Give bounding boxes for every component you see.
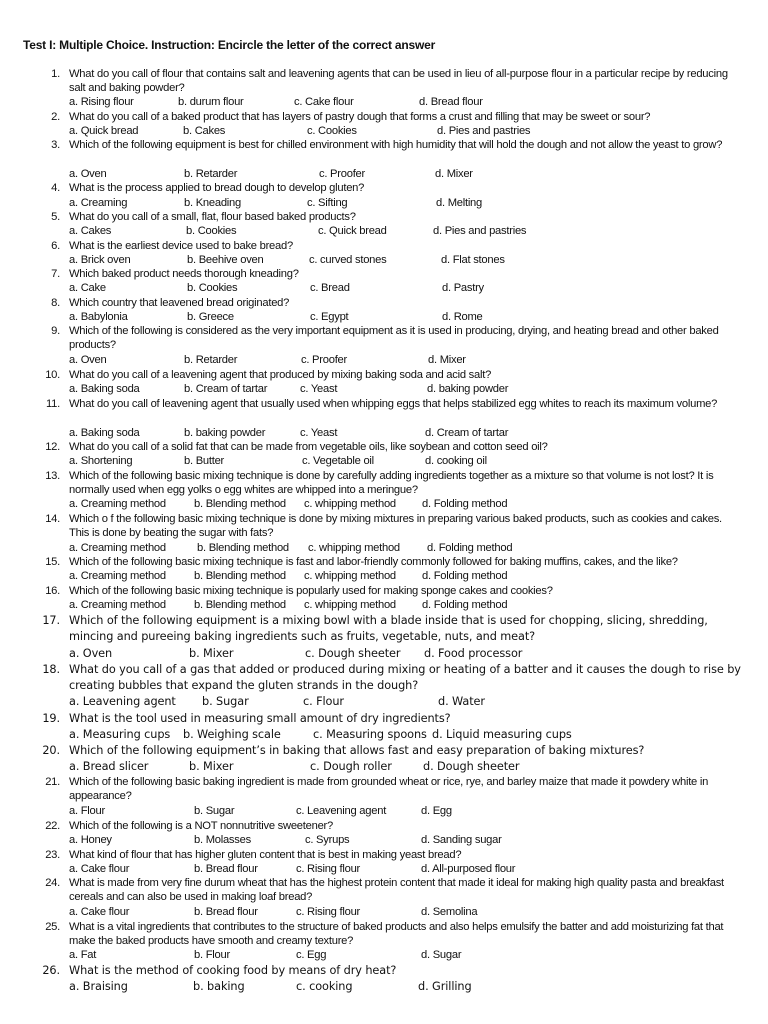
question-text: What do you call of a baked product that has layers of pastry dough that forms a crust and filling that may be sweet or sour? <box>69 111 651 123</box>
option-c[interactable]: c. Flour <box>303 695 344 708</box>
question-text: What do you call of a small, flat, flour based baked products? <box>69 211 356 223</box>
option-a[interactable]: a. Creaming method <box>69 542 166 554</box>
question-text: Which of the following equipment’s in baking that allows fast and easy preparation of baking mixtures? <box>69 744 645 757</box>
option-b[interactable]: b. baking <box>193 980 245 993</box>
option-a[interactable]: a. Oven <box>69 168 107 180</box>
option-a[interactable]: a. Honey <box>69 834 112 846</box>
question-text: What is a vital ingredients that contributes to the structure of baked products and also helps emulsify the batter and add moisturizing fat that make the baked products have smooth and creamy texture? <box>69 921 724 948</box>
question-number: 15. <box>45 556 60 568</box>
option-d[interactable]: d. Pies and pastries <box>433 225 527 237</box>
option-a[interactable]: a. Quick bread <box>69 125 139 137</box>
option-d[interactable]: d. Liquid measuring cups <box>432 728 572 741</box>
option-c[interactable]: c. Cookies <box>307 125 357 137</box>
option-b[interactable]: b. Blending method <box>194 498 286 510</box>
option-a[interactable]: a. Cake flour <box>69 863 130 875</box>
option-a[interactable]: a. Braising <box>69 980 128 993</box>
option-c[interactable]: c. whipping method <box>304 498 396 510</box>
option-b[interactable]: b. Cookies <box>186 225 237 237</box>
option-c[interactable]: c. Proofer <box>319 168 365 180</box>
option-c[interactable]: c. whipping method <box>304 570 396 582</box>
option-c[interactable]: c. Quick bread <box>318 225 387 237</box>
question-number: 14. <box>45 513 60 525</box>
option-d[interactable]: d. Grilling <box>418 980 472 993</box>
option-c[interactable]: c. curved stones <box>309 254 387 266</box>
option-a[interactable]: a. Rising flour <box>69 96 134 108</box>
question-number: 16. <box>45 585 60 597</box>
question-number: 8. <box>51 297 60 309</box>
option-d[interactable]: d. Mixer <box>428 354 466 366</box>
question-text: What is the process applied to bread dough to develop gluten? <box>69 182 365 194</box>
question-text: What do you call of a gas that added or produced during mixing or heating of a batter and it causes the dough to rise by creating bubbles that expand the gluten strands in the dough? <box>69 663 741 693</box>
question-text: What do you call of a solid fat that can be made from vegetable oils, like soybean and cotton seed oil? <box>69 441 548 453</box>
option-b[interactable]: b. Bread flour <box>194 863 258 875</box>
question-number: 22. <box>45 820 60 832</box>
question-text: What do you call of a leavening agent that produced by mixing baking soda and acid salt? <box>69 369 492 381</box>
question-text: What is the method of cooking food by means of dry heat? <box>69 964 397 977</box>
question-text: Which of the following is considered as the very important equipment as it is used in producing, drying, and heating bread and other baked products? <box>69 325 719 352</box>
question-number: 21. <box>45 776 60 788</box>
question-number: 3. <box>51 139 60 151</box>
question-number: 17. <box>42 614 60 627</box>
option-c[interactable]: c. Dough sheeter <box>305 647 401 660</box>
option-b[interactable]: b. Flour <box>194 949 230 961</box>
option-b[interactable]: b. Retarder <box>184 168 238 180</box>
question-number: 11. <box>46 398 60 410</box>
option-a[interactable]: a. Shortening <box>69 455 133 467</box>
option-c[interactable]: c. Cake flour <box>294 96 354 108</box>
option-d[interactable]: d. Pies and pastries <box>437 125 531 137</box>
question-text: Which o f the following basic mixing technique is done by mixing mixtures in preparing various baked products, such as cookies and cakes. This is done by beating the sugar with fats? <box>69 513 722 540</box>
option-c[interactable]: c. Yeast <box>300 383 338 395</box>
question-number: 20. <box>42 744 60 757</box>
option-c[interactable]: c. Measuring spoons <box>313 728 427 741</box>
option-a[interactable]: a. Creaming method <box>69 570 166 582</box>
option-c[interactable]: c. cooking <box>296 980 353 993</box>
option-a[interactable]: a. Cake flour <box>69 906 130 918</box>
question-text: What is made from very fine durum wheat that has the highest protein content that made it ideal for making high quality pasta and breakfast cereals and can also be used in making loaf bread? <box>69 877 724 904</box>
question-number: 7. <box>51 268 60 280</box>
option-b[interactable]: b. Mixer <box>189 760 234 773</box>
option-b[interactable]: b. Cakes <box>183 125 226 137</box>
option-d[interactable]: d. Flat stones <box>441 254 505 266</box>
option-c[interactable]: c. Proofer <box>301 354 347 366</box>
option-b[interactable]: b. Blending method <box>194 599 286 611</box>
option-a[interactable]: a. Brick oven <box>69 254 131 266</box>
option-a[interactable]: a. Cake <box>69 282 106 294</box>
question-number: 13. <box>45 470 60 482</box>
option-b[interactable]: b. durum flour <box>178 96 244 108</box>
option-b[interactable]: b. Molasses <box>194 834 251 846</box>
question-number: 5. <box>51 211 60 223</box>
option-c[interactable]: c. Egg <box>296 949 327 961</box>
option-d[interactable]: d. All-purposed flour <box>421 863 516 875</box>
question-text: Which of the following basic mixing technique is fast and labor-friendly commonly followed for baking muffins, cakes, and the like? <box>69 556 678 568</box>
option-d[interactable]: d. Semolina <box>421 906 478 918</box>
option-d[interactable]: d. Bread flour <box>419 96 483 108</box>
option-c[interactable]: c. Rising flour <box>296 863 361 875</box>
option-b[interactable]: b. Greece <box>187 311 234 323</box>
option-b[interactable]: b. Weighing scale <box>183 728 281 741</box>
option-b[interactable]: b. Blending method <box>194 570 286 582</box>
option-b[interactable]: b. Cream of tartar <box>184 383 268 395</box>
option-a[interactable]: a. Measuring cups <box>69 728 171 741</box>
question-text: What do you call of flour that contains salt and leavening agents that can be used in lieu of all-purpose flour in a particular recipe by reducing salt and baking powder? <box>69 68 728 95</box>
option-d[interactable]: d. Mixer <box>435 168 473 180</box>
question-number: 12. <box>45 441 60 453</box>
test-title: Test I: Multiple Choice. Instruction: Encircle the letter of the correct answer <box>23 38 436 52</box>
question-number: 6. <box>51 240 60 252</box>
option-a[interactable]: a. Flour <box>69 805 105 817</box>
question-text: Which of the following basic mixing technique is popularly used for making sponge cakes and cookies? <box>69 585 553 597</box>
question-number: 23. <box>45 849 60 861</box>
option-d[interactable]: d. Folding method <box>422 498 508 510</box>
option-a[interactable]: a. Leavening agent <box>69 695 176 708</box>
question-text: Which of the following basic mixing technique is done by carefully adding ingredients together as a mixture so that volume is not lost? It is normally used when egg yolks o egg whites are whipped into a meringue? <box>69 470 714 497</box>
option-c[interactable]: c. Bread <box>310 282 350 294</box>
option-d[interactable]: d. Sugar <box>421 949 462 961</box>
question-text: What is the earliest device used to bake bread? <box>69 240 293 252</box>
option-d[interactable]: d. Pastry <box>442 282 484 294</box>
question-text: What is the tool used in measuring small amount of dry ingredients? <box>69 712 451 725</box>
option-a[interactable]: a. Creaming method <box>69 599 166 611</box>
option-c[interactable]: c. Yeast <box>300 427 338 439</box>
option-a[interactable]: a. Creaming method <box>69 498 166 510</box>
option-c[interactable]: c. Leavening agent <box>296 805 387 817</box>
question-number: 26. <box>42 964 60 977</box>
question-text: What kind of flour that has higher gluten content that is best in making yeast bread? <box>69 849 462 861</box>
option-b[interactable]: b. Butter <box>184 455 225 467</box>
question-number: 24. <box>45 877 60 889</box>
option-d[interactable]: d. Melting <box>436 197 483 209</box>
option-d[interactable]: d. baking powder <box>427 383 509 395</box>
option-a[interactable]: a. Cakes <box>69 225 112 237</box>
question-number: 10. <box>45 369 60 381</box>
option-d[interactable]: d. Cream of tartar <box>425 427 509 439</box>
option-a[interactable]: a. Baking soda <box>69 383 140 395</box>
option-b[interactable]: b. Bread flour <box>194 906 258 918</box>
question-text: Which of the following equipment is best for chilled environment with high humidity that will hold the dough and not allow the yeast to grow? <box>69 139 723 151</box>
option-d[interactable]: d. Sanding sugar <box>421 834 502 846</box>
option-a[interactable]: a. Bread slicer <box>69 760 149 773</box>
option-c[interactable]: c. whipping method <box>304 599 396 611</box>
question-text: Which country that leavened bread originated? <box>69 297 290 309</box>
option-b[interactable]: b. Retarder <box>184 354 238 366</box>
option-a[interactable]: a. Babylonia <box>69 311 128 323</box>
option-d[interactable]: d. Dough sheeter <box>423 760 520 773</box>
option-a[interactable]: a. Creaming <box>69 197 128 209</box>
option-a[interactable]: a. Oven <box>69 647 113 660</box>
option-c[interactable]: c. Syrups <box>305 834 350 846</box>
question-number: 4. <box>51 182 60 194</box>
option-b[interactable]: b. Beehive oven <box>187 254 264 266</box>
question-number: 18. <box>42 663 60 676</box>
option-b[interactable]: b. Kneading <box>184 197 241 209</box>
option-b[interactable]: b. baking powder <box>184 427 266 439</box>
option-b[interactable]: b. Sugar <box>202 695 249 708</box>
question-text: What do you call of leavening agent that usually used when whipping eggs that helps stabilized egg whites to reach its maximum volume? <box>69 398 718 410</box>
option-d[interactable]: d. Folding method <box>427 542 513 554</box>
option-b[interactable]: b. Cookies <box>187 282 238 294</box>
option-c[interactable]: c. Rising flour <box>296 906 361 918</box>
question-text: Which of the following is a NOT nonnutritive sweetener? <box>69 820 334 832</box>
question-number: 9. <box>51 325 60 337</box>
question-text: Which baked product needs thorough kneading? <box>69 268 299 280</box>
option-c[interactable]: c. Vegetable oil <box>302 455 374 467</box>
option-d[interactable]: d. cooking oil <box>425 455 487 467</box>
option-b[interactable]: b. Mixer <box>189 647 234 660</box>
option-a[interactable]: a. Oven <box>69 354 107 366</box>
option-a[interactable]: a. Fat <box>69 949 97 961</box>
option-d[interactable]: d. Food processor <box>424 647 523 660</box>
option-d[interactable]: d. Egg <box>421 805 452 817</box>
option-a[interactable]: a. Baking soda <box>69 427 140 439</box>
question-number: 25. <box>45 921 60 933</box>
question-number: 19. <box>42 712 60 725</box>
option-c[interactable]: c. Dough roller <box>310 760 392 773</box>
question-number: 2. <box>51 111 60 123</box>
option-d[interactable]: d. Folding method <box>422 599 508 611</box>
option-d[interactable]: d. Rome <box>442 311 483 323</box>
option-c[interactable]: c. whipping method <box>308 542 400 554</box>
option-d[interactable]: d. Water <box>438 695 485 708</box>
option-d[interactable]: d. Folding method <box>422 570 508 582</box>
question-text: Which of the following equipment is a mixing bowl with a blade inside that is used for chopping, slicing, shredding, mincing and pureeing baking ingredients such as fruits, vegetable, nuts, and meat? <box>69 614 708 644</box>
option-b[interactable]: b. Blending method <box>197 542 289 554</box>
question-number: 1. <box>51 68 60 80</box>
option-c[interactable]: c. Sifting <box>307 197 348 209</box>
option-c[interactable]: c. Egypt <box>310 311 349 323</box>
question-text: Which of the following basic baking ingredient is made from grounded wheat or rice, rye, and barley maize that made it powdery white in appearance? <box>69 776 709 803</box>
option-b[interactable]: b. Sugar <box>194 805 235 817</box>
